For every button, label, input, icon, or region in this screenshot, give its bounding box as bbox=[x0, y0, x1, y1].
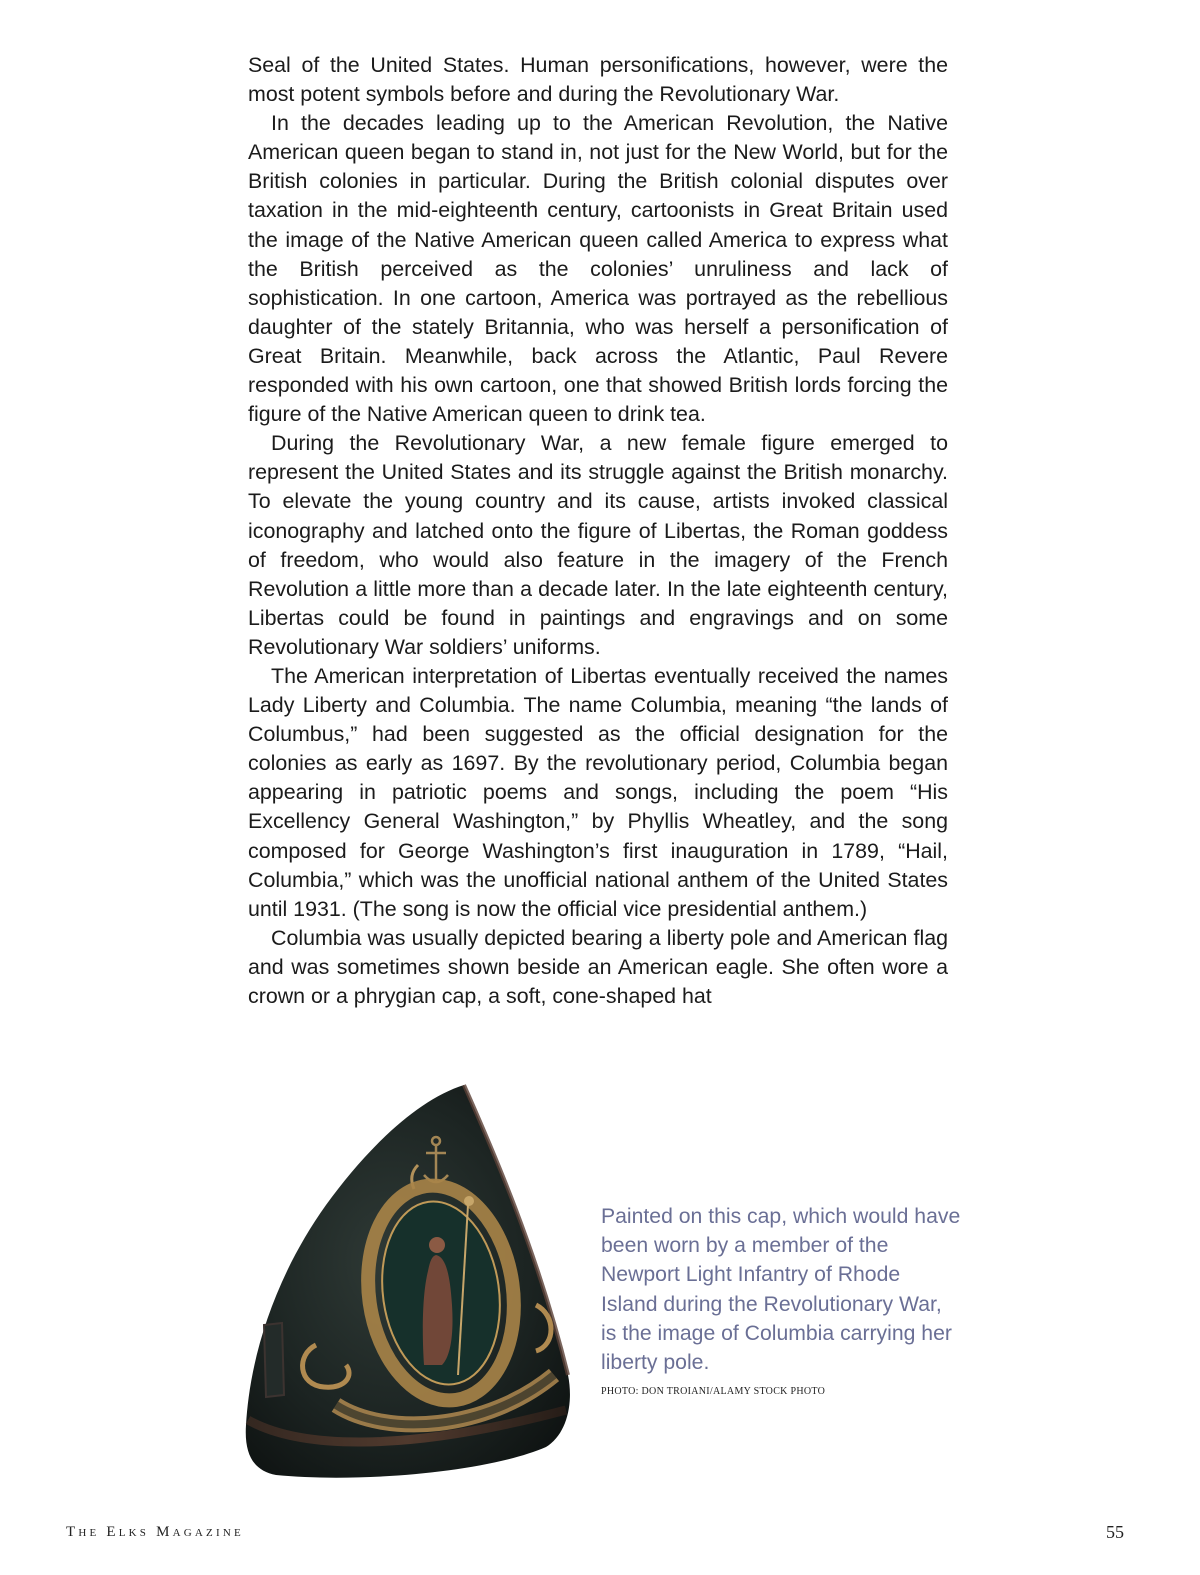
page-number: 55 bbox=[1106, 1522, 1124, 1542]
article-paragraph: Columbia was usually depicted bearing a liberty pole and American flag and was sometimes shown beside an American eagle. She often wore a crown or a phrygian cap, a soft, cone-shaped hat bbox=[248, 925, 948, 1008]
article-paragraph: In the decades leading up to the American Revolution, the Native American queen began to stand in, not just for the New World, but for the British colonies in particular. During the British colonial disputes over taxation in the mid-eighteenth century, cartoonists in Great Britain used the image of the Native American queen called America to express what the British perceived as the colonies’ unruliness and lack of sophistication. In one cartoon, America was portrayed as the rebellious daughter of the stately Britannia, who was herself a personification of Great Britain. Meanwhile, back across the Atlantic, Paul Revere responded with his own cartoon, one that showed British lords forcing the figure of the Native American queen to drink tea. bbox=[248, 111, 948, 427]
article-paragraph: The American interpretation of Libertas eventually received the names Lady Liberty and Columbia. The name Columbia, meaning “the lands of Columbus,” had been suggested as the official designation for the colonies as early as 1697. By the revolutionary period, Columbia began appearing in patriotic poems and songs, including the poem “His Excellency General Washington,” by Phyllis Wheatley, and the song composed for George Washington’s first inauguration in 1789, “Hail, Columbia,” which was the unofficial national anthem of the United States until 1931. (The song is now the official vice presidential anthem.) bbox=[248, 663, 948, 921]
photo-credit: PHOTO: DON TROIANI/ALAMY STOCK PHOTO bbox=[601, 1386, 826, 1397]
photo-caption: Painted on this cap, which would have been worn by a member of the Newport Light Infantry of Rhode Island during the Revolutionary War, is the image of Columbia carrying her liberty pole. bbox=[601, 1205, 961, 1375]
cap-photo bbox=[236, 1075, 581, 1485]
article-paragraph: During the Revolutionary War, a new female figure emerged to represent the United States and its struggle against the British monarchy. To elevate the young country and its cause, artists invoked classical iconography and latched onto the figure of Libertas, the Roman goddess of freedom, who would also feature in the imagery of the French Revolution a little more than a decade later. In the late eighteenth century, Libertas could be found in paintings and engravings and on some Revolutionary War soldiers’ uniforms. bbox=[248, 431, 948, 659]
article-body bbox=[248, 51, 948, 1011]
leather-cap-photo-icon bbox=[236, 1075, 581, 1485]
publication-name: The Elks Magazine bbox=[66, 1524, 244, 1540]
article-paragraph: Seal of the United States. Human personifications, however, were the most potent symbols before and during the Revolutionary War. bbox=[248, 53, 948, 107]
